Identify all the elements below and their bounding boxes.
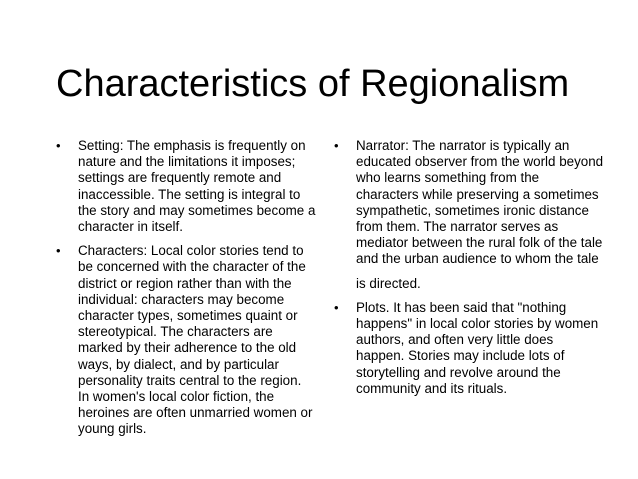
bullet-plots [334,300,604,397]
bullet-narrator [334,138,604,292]
bullet-icon: • [56,243,61,259]
bullet-icon: • [56,138,61,153]
bullet-characters [56,243,316,437]
left-column [56,138,316,446]
bullet-text: Setting: The emphasis is frequently on nature and the limitations it imposes; settings are frequently remote and inaccessible. The setting is integral to the story and may sometimes become a character in itself. [78,138,316,235]
bullet-icon: • [334,299,339,315]
bullet-icon: • [334,138,339,153]
bullet-text: Narrator: The narrator is typically an educated observer from the world beyond who learns something from the characters while preserving a sometimes sympathetic, sometimes ironic distance from them. The narrator serves as mediator between the rural folk of the tale and the urban audience to whom the tale [356,138,604,267]
bullet-text: Characters: Local color stories tend to be concerned with the character of the district or region rather than with the individual: characters may become character types, sometimes quaint or stereotypical. The characters are marked by their adherence to the old ways, by dialect, and by particular personality traits central to the region. In women's local color fiction, the heroines are often unmarried women or young girls. [78,243,313,437]
right-column [334,138,604,405]
bullet-text: Plots. It has been said that "nothing happens" in local color stories by women authors, and often very little does happen. Stories may include lots of storytelling and revolve around the community and its rituals. [356,299,599,396]
bullet-setting [56,138,316,235]
bullet-text-continued: is directed. [356,275,421,291]
slide-title: Characteristics of Regionalism [56,63,570,105]
